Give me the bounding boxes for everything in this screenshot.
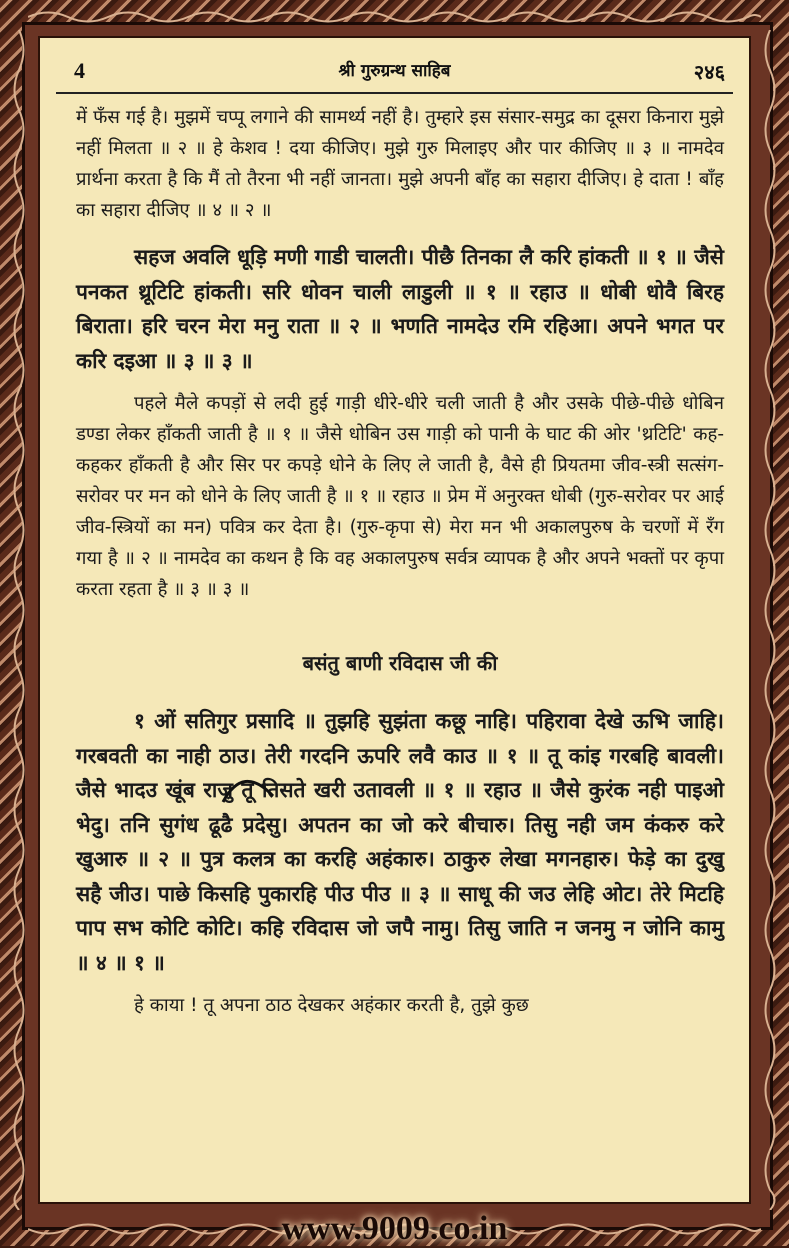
- translation-paragraph: में फँस गई है। मुझमें चप्पू लगाने की सामर्थ्य नहीं है। तुम्हारे इस संसार-समुद्र का दूसरा किनारा मुझे नहीं मिलता ॥ २ ॥ हे केशव ! दया कीजिए। मुझे गुरु मिलाइए और पार कीजिए ॥ ३ ॥ नामदेव प्रार्थना करता है कि मैं तो तैरना भी नहीं जानता। मुझे अपनी बाँह का सहारा दीजिए। हे दाता ! बाँह का सहारा दीजिए ॥ ४ ॥ २ ॥: [76, 107, 724, 221]
- page-content: [76, 102, 724, 1021]
- section-heading: बसंतु बाणी रविदास जी की: [302, 651, 498, 675]
- left-border-ornament: [10, 30, 28, 1210]
- page-number-devanagari: २४६: [693, 60, 725, 84]
- verse-paragraph: सहज अवलि धूड़ि मणी गाडी चालती। पीछै तिनका लै करि हांकती ॥ १ ॥ जैसे पनकत थ्रूटिटि हांकती। सरि धोवन चाली लाडुली ॥ १ ॥ रहाउ ॥ धोबी धोवै बिरह बिराता। हरि चरन मेरा मनु राता ॥ २ ॥ भणति नामदेउ रमि रहिआ। अपने भगत पर करि दइआ ॥ ३ ॥ ३ ॥: [76, 245, 724, 373]
- verse-paragraph: १ ओं सतिगुर प्रसादि ॥ तुझहि सुझंता कछू नाहि। पहिरावा देखे ऊभि जाहि। गरबवती का नाही ठाउ। तेरी गरदनि ऊपरि लवै काउ ॥ १ ॥ तू कांइ गरबहि बावली। जैसे भादउ खूंब राजु तू तिसते खरी उतावली ॥ १ ॥ रहाउ ॥ जैसे कुरंक नही पाइओ भेदु। तनि सुगंध ढूढै प्रदेसु। अपतन का जो करे बीचारु। तिसु नही जम कंकरु करे खुआरु ॥ २ ॥ पुत्र कलत्र का करहि अहंकारु। ठाकुरु लेखा मगनहारु। फेड़े का दुखु सहै जीउ। पाछे किसहि पुकारहि पीउ पीउ ॥ ३ ॥ साधू की जउ लेहि ओट। तेरे मिटहि पाप सभ कोटि कोटि। कहि रविदास जो जपै नामु। तिसु जाति न जनमु न जोनि कामु ॥ ४ ॥ १ ॥: [76, 709, 724, 975]
- ek-onkar-arc-icon: [217, 770, 287, 804]
- page-number: 4: [74, 58, 85, 83]
- top-border-ornament: [28, 8, 761, 26]
- page-header: [56, 52, 733, 94]
- translation-paragraph: पहले मैले कपड़ों से लदी हुई गाड़ी धीरे-धीरे चली जाती है और उसके पीछे-पीछे धोबिन डण्डा लेकर हाँकती जाती है ॥ १ ॥ जैसे धोबिन उस गाड़ी को पानी के घाट की ओर 'थ्रटिटि' कह-कहकर हाँकती है और सिर पर कपड़े धोने के लिए ले जाती है, वैसे ही प्रियतमा जीव-स्त्री सत्संग-सरोवर पर मन को धोने के लिए जाती है ॥ १ ॥ रहाउ ॥ प्रेम में अनुरक्त धोबी (गुरु-सरोवर पर आई जीव-स्त्रियों का मन) पवित्र कर देता है। (गुरु-कृपा से) मेरा मन भी अकालपुरुष के चरणों में रँग गया है ॥ २ ॥ नामदेव का कथन है कि वह अकालपुरुष सर्वत्र व्यापक है और अपने भक्तों पर कृपा करता रहता है ॥ ३ ॥ ३ ॥: [76, 393, 724, 600]
- right-border-ornament: [761, 30, 779, 1210]
- scripture-page: [38, 36, 751, 1204]
- page-title: श्री गुरुग्रन्थ साहिब: [338, 61, 451, 81]
- website-watermark[interactable]: www.9009.co.in: [281, 1210, 508, 1247]
- translation-paragraph: हे काया ! तू अपना ठाठ देखकर अहंकार करती है, तुझे कुछ: [134, 995, 529, 1016]
